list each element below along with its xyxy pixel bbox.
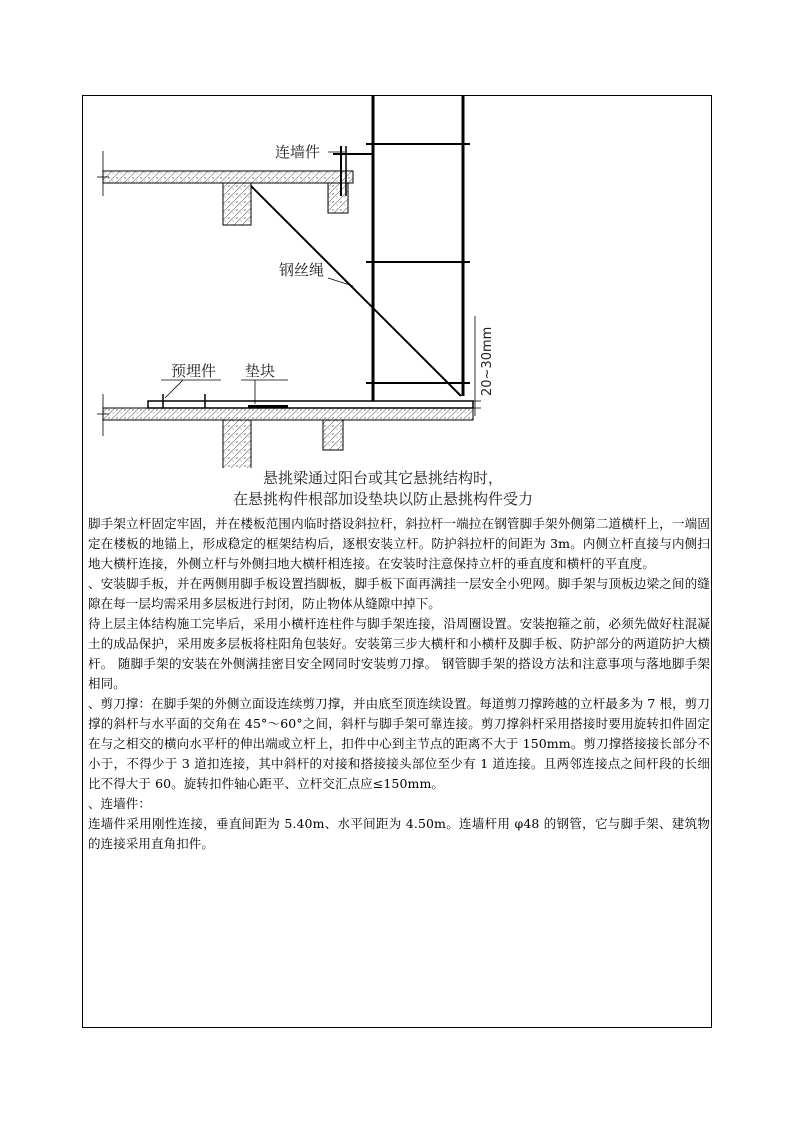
upper-slab xyxy=(97,151,353,225)
scaffold-poles xyxy=(366,96,470,408)
cantilever-beam xyxy=(148,394,473,408)
diagram-caption-line1: 悬挑梁通过阳台或其它悬挑结构时， xyxy=(262,469,503,487)
heading-wall-tie: 、连墙件： xyxy=(88,796,152,811)
paragraph-upper-structure: 待上层主体结构施工完毕后，采用小横杆连柱件与脚手架连接，沿周圈设置。安装抱箍之前，必须先做好柱混凝土的成品保护，采用废多层板将柱阳角包装好。安装第三步大横杆和小横杆及脚手板、防护部分的两道防护大横杆。 随脚手架的安装在外侧满挂密目安全网同时安装剪刀撑。 钢管脚手架的搭设方法和注意事项与落地脚手架相同。 xyxy=(88,616,710,691)
page-frame xyxy=(82,95,712,1028)
paragraph-wall-tie: 连墙件采用刚性连接，垂直间距为 5.40m、水平间距为 4.50m。连墙杆用 φ48 的钢管，它与脚手架、建筑物的连接采用直角扣件。 xyxy=(88,816,710,851)
paragraph-scaffold-board: 、安装脚手板，并在两侧用脚手板设置挡脚板，脚手板下面再满挂一层安全小兜网。脚手架与顶板边梁之间的缝隙在每一层均需采用多层板进行封闭，防止物体从缝隙中掉下。 xyxy=(88,576,710,611)
dimension-mark xyxy=(469,316,495,416)
paragraph-pole-fixing: 脚手架立杆固定牢固，并在楼板范围内临时搭设斜拉杆，斜拉杆一端拉在钢管脚手架外侧第二道横杆上，一端固定在楼板的地锚上，形成稳定的框架结构后，逐根安装立杆。防护斜拉杆的间距为 3m。内侧立杆直接与内侧扫地大横杆连接，外侧立杆与外侧扫地大横杆相连接。在安装时注意保持立杆的垂直度和横杆的平直度。 xyxy=(88,516,710,571)
paragraph-scissor-brace: 、剪刀撑：在脚手架的外侧立面设连续剪刀撑，并由底至顶连续设置。每道剪刀撑跨越的立杆最多为 7 根，剪刀撑的斜杆与水平面的交角在 45°～60°之间，斜杆与脚手架可靠连接。剪刀撑斜杆采用搭接时要用旋转扣件固定在与之相交的横向水平杆的伸出端或立杆上，扣件中心到主节点的距离不大于 150mm。剪刀撑搭接接长部分不小于，不得少于 3 道扣连接，其中斜杆的对接和搭接接头部位至少有 1 道连接。且两邻连接点之间杆段的长细比不得大于 60。旋转扣件轴心距平、立杆交汇点应≤150mm。 xyxy=(88,696,710,791)
label-pad-block: 垫块 xyxy=(245,362,276,380)
label-wall-tie: 连墙件 xyxy=(275,143,321,161)
wire-rope xyxy=(251,186,461,396)
body-text xyxy=(88,514,710,854)
cantilever-beam-diagram xyxy=(83,96,711,468)
label-wire-rope: 钢丝绳 xyxy=(279,261,325,279)
label-embedded-part: 预埋件 xyxy=(171,362,217,380)
dimension-label: 20~30mm xyxy=(480,326,495,396)
diagram-caption-line2: 在悬挑构件根部加设垫块以防止悬挑构件受力 xyxy=(232,490,533,508)
